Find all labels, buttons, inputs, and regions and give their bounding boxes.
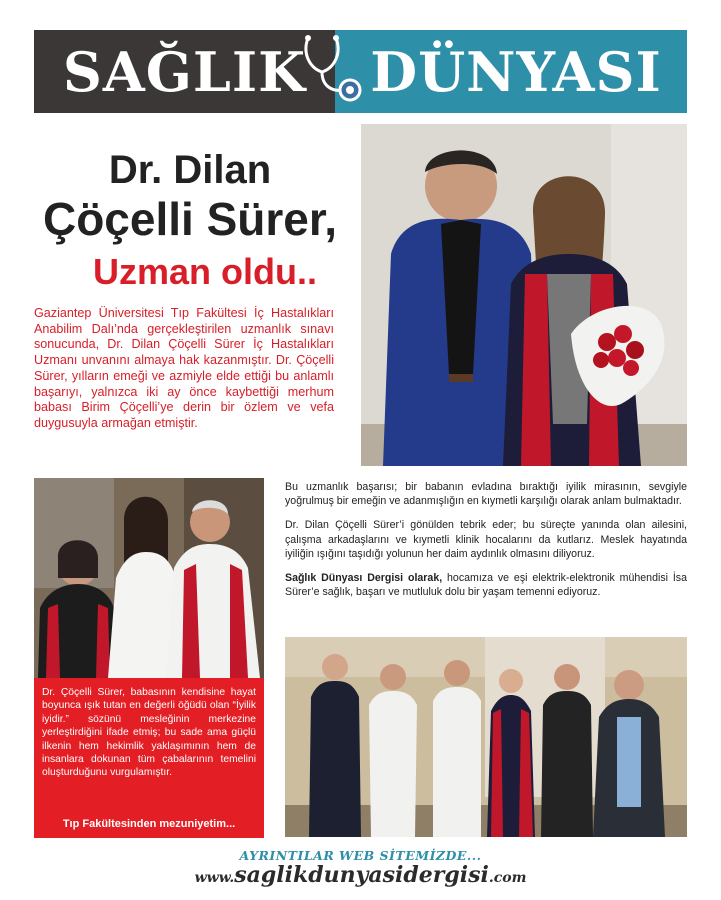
photo-graduation-family (34, 478, 264, 678)
footer-url-domain: saglikdunyasidergisi (234, 862, 489, 888)
body-paragraph-2: Dr. Dilan Çöçelli Sürer’i gönülden tebrik eder; bu süreçte yanında olan ailesini, çalışma arkadaşlarını ve kıymetli klinik hocalarını da kutlarız. Meslek hayatında iyiliğin ışığını taşıdığı yolunun her daim aydınlık olmasını diliyoruz. (285, 519, 687, 560)
photo-group-colleagues (285, 637, 687, 837)
headline-line-2: Çöçelli Sürer, (42, 193, 337, 245)
masthead-title-right: DÜNYASI (370, 40, 662, 104)
photo-couple-with-flowers (361, 124, 687, 466)
body-paragraph-3-rest: hocamıza ve eşi elektrik-elektronik mühendisi İsa Sürer’e sağlık, başarı ve mutluluk dolu bir yaşam temenni ediyoruz. (285, 572, 687, 599)
footer-website-link[interactable] (0, 862, 721, 888)
article-body (285, 480, 687, 609)
footer-notice: AYRINTILAR WEB SİTEMİZDE... (239, 848, 482, 863)
headline-line-3: Uzman oldu.. (93, 251, 317, 292)
headline-line-1: Dr. Dilan (108, 148, 272, 192)
quote-box-text: Dr. Çöçelli Sürer, babasının kendisine hayat boyunca ışık tutan en değerli öğüdü olan “İyilik iyidir.” sözünü mesleğinin merkezine yerleştirdiğini ifade etmiş; bu sade ama güçlü ilkenin hem hekimlik yaklaşımının hem de insanlara dokunan tüm çabalarının temelini oluşturduğunu vurgulamıştır. (42, 687, 256, 779)
body-paragraph-3-bold: Sağlık Dünyası Dergisi olarak, (285, 572, 443, 585)
footer-url-prefix: www. (194, 870, 235, 886)
stethoscope-icon (300, 34, 374, 114)
body-paragraph-3 (285, 571, 687, 599)
photo-caption: Tıp Fakültesinden mezuniyetim... (62, 818, 236, 830)
body-paragraph-1: Bu uzmanlık başarısı; bir babanın evladına bıraktığı iyilik mirasının, sevgiyle yoğrulmuş bir emeğin ve adanmışlığın en kıymetli karşılığı olarak anlam bulmaktadır. (285, 481, 687, 508)
footer-url-suffix: .com (488, 870, 527, 886)
lead-paragraph: Gaziantep Üniversitesi Tıp Fakültesi İç Hastalıkları Anabilim Dalı’nda gerçekleştirilen uzmanlık sınavı sonucunda, Dr. Dilan Çöçelli Sürer İç Hastalıkları Uzmanı unvanını almaya hak kazanmıştır. Dr. Çöçelli Sürer, yılların emeği ve azmiyle elde ettiği bu anlamlı başarıyı, yalnızca iki ay önce kaybettiği merhum babası Birim Çöçelli’ye derin bir özlem ve vefa duygusuyla armağan etmiştir. (34, 306, 334, 430)
masthead-title-left: SAĞLIK (62, 40, 307, 104)
